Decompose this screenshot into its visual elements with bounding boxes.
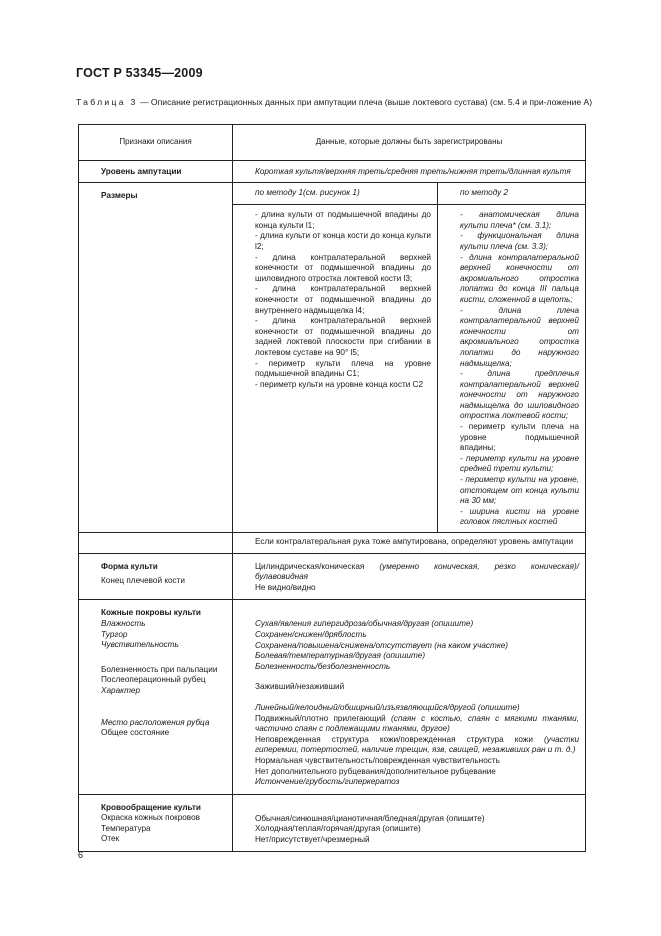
- turgor-label: Тургор: [101, 629, 128, 639]
- m2-item-2: - функциональная длина культи плеча (см. 3.3);: [460, 231, 579, 251]
- scar-location-label: Место расположения рубца: [101, 717, 210, 727]
- page-number: 6: [78, 850, 84, 860]
- scar-mobility-detail: (спаян с костью, спаян с мягкими тканями, частично спаян с подлежащими тканями, другое): [255, 713, 579, 734]
- scar-character-value: Линейный/келоидный/обширный/изъязвляющийся/другой (опишите): [255, 702, 520, 712]
- sizes-methods-table: [233, 183, 585, 532]
- turgor-value: Сохранен/снижен/дряблость: [255, 629, 367, 639]
- m1-item-1: - длина культи от подмышечной впадины до конца культи l1;: [255, 210, 431, 230]
- scar-location-detail: (участки гиперемии, потертостей, наличие трещин, язв, свищей, незаживших ран и т. д.): [255, 734, 579, 755]
- m1-item-2: - длина культи от конца кости до конца культи l2;: [255, 231, 431, 251]
- table-row-shape: [79, 553, 586, 600]
- scar-location-main: Неповрежденная структура кожи/поврежденная структура кожи: [255, 734, 545, 744]
- method1-header: по методу 1(см. рисунок 1): [233, 183, 438, 205]
- edema-label: Отек: [101, 834, 120, 844]
- m1-item-4: - длина контралатеральной верхней конечности от подмышечной впадины до внутреннего надмыщелка l4;: [255, 284, 431, 315]
- general-state-value-2: Нет дополнительного рубцевания/дополнительное рубцевание: [255, 766, 496, 776]
- sizes-label: Размеры: [101, 190, 138, 200]
- shape-value-main: Цилиндрическая/коническая: [255, 561, 380, 571]
- postop-scar-label: Послеоперационный рубец: [101, 675, 206, 685]
- general-state-label: Общее состояние: [101, 728, 170, 738]
- registration-data-table: [78, 124, 586, 852]
- palpation-pain-value: Болезненность/безболезненность: [255, 661, 391, 671]
- table-row-blood: [79, 794, 586, 852]
- m2-item-8: - периметр культи на уровне, отстоящем от конца культи на 30 мм;: [460, 475, 579, 506]
- m1-item-6: - периметр культи плеча на уровне подмышечной впадины C1;: [255, 358, 431, 379]
- scar-mobility-main: Подвижный/плотно прилегающий: [255, 713, 392, 723]
- method2-header: по методу 2: [438, 183, 586, 205]
- skin-color-value: Обычная/синюшная/цианотичная/бледная/другая (опишите): [255, 813, 485, 823]
- table-caption-text: — Описание регистрационных данных при ампутации плеча (выше локтевого сустава) (см. 5.4 и при-ложение А): [137, 97, 593, 107]
- m2-item-6: - периметр культи плеча на уровне подмышечной впадины;: [460, 422, 579, 453]
- sensitivity-label: Чувствительность: [101, 640, 179, 650]
- postop-scar-value: Заживший/незаживший: [255, 682, 345, 692]
- m2-item-9: - ширина кисти на уровне головок пястных костей: [460, 506, 579, 527]
- m1-item-5: - длина контралатеральной верхней конечности от подмышечной впадины до задней локтевой плоскости при сгибании в локтевом суставе на 90° l5;: [255, 316, 431, 357]
- sensitivity-type-value: Болевая/температурная/другая (опишите): [255, 651, 426, 661]
- scar-location-value: [255, 735, 579, 756]
- bone-end-value: Не видно/видно: [255, 582, 316, 592]
- general-state-value-1: Нормальная чувствительность/поврежденная чувствительность: [255, 755, 500, 765]
- scar-character-label: Характер: [101, 685, 141, 695]
- m2-item-1: - анатомическая длина культи плеча* (см. 3.1);: [460, 210, 579, 230]
- temperature-value: Холодная/теплая/горячая/другая (опишите): [255, 824, 421, 834]
- table-header-row: [79, 125, 586, 161]
- table-row-sizes-note: [79, 533, 586, 554]
- humidity-value: Сухая/явления гипергидроза/обычная/другая (опишите): [255, 619, 474, 629]
- table-row-level: [79, 161, 586, 183]
- palpation-pain-label: Болезненность при пальпации: [101, 664, 218, 674]
- m2-item-5: - длина предплечья контралатеральной верхней конечности от наружного надмыщелка до шиловидного отростка локтевой кости;: [460, 369, 579, 421]
- skin-color-label: Окраска кожных покровов: [101, 813, 200, 823]
- col2-header: Данные, которые должны быть зарегистрированы: [233, 125, 586, 161]
- shape-value: [255, 562, 579, 583]
- temperature-label: Температура: [101, 823, 151, 833]
- bone-end-label: Конец плечевой кости: [101, 576, 185, 586]
- shape-label: Форма культи: [101, 561, 158, 571]
- table-row-sizes: [79, 182, 586, 532]
- level-label: Уровень ампутации: [101, 167, 182, 176]
- skin-label: Кожные покровы культи: [101, 608, 201, 618]
- edema-value: Нет/присутствует/чрезмерный: [255, 834, 370, 844]
- blood-label: Кровообращение культи: [101, 802, 201, 812]
- table-row-skin: [79, 600, 586, 794]
- table-caption-number: Таблица 3: [76, 97, 138, 107]
- table-caption: [76, 96, 610, 108]
- sizes-note: Если контралатеральная рука тоже ампутирована, определяют уровень ампутации: [255, 537, 574, 546]
- m2-item-3: - длина контралатеральной верхней конечности от акромиального отростка лопатки до конца III пальца кисти, сложенной в щепоть;: [460, 252, 579, 304]
- general-state-value-3: Истончение/грубость/гиперкератоз: [255, 777, 400, 787]
- scar-mobility-value: [255, 714, 579, 735]
- level-value: Короткая культя/верхняя треть/средняя треть/нижняя треть/длинная культя: [255, 167, 571, 176]
- m1-item-3: - длина контралатеральной верхней конечности от подмышечной впадины до шиловидного отростка локтевой кости l3;: [255, 252, 431, 283]
- method2-list: [438, 205, 586, 532]
- humidity-label: Влажность: [101, 618, 146, 628]
- sensitivity-value: Сохранена/повышена/снижена/отсутствует (на каком участке): [255, 640, 508, 650]
- m1-item-7: - периметр культи на уровне конца кости C2: [255, 379, 424, 389]
- document-title: ГОСТ Р 53345—2009: [76, 66, 203, 80]
- method1-list: [233, 205, 438, 532]
- m2-item-7: - периметр культи на уровне средней трети культи;: [460, 453, 579, 474]
- col1-header: Признаки описания: [79, 125, 233, 161]
- m2-item-4: - длина плеча контралатеральной верхней конечности от акромиального отростка лопатки до наружного надмыщелка;: [460, 305, 579, 368]
- shape-value-detail: (умеренно коническая, резко коническая)/булавовидная: [255, 561, 579, 582]
